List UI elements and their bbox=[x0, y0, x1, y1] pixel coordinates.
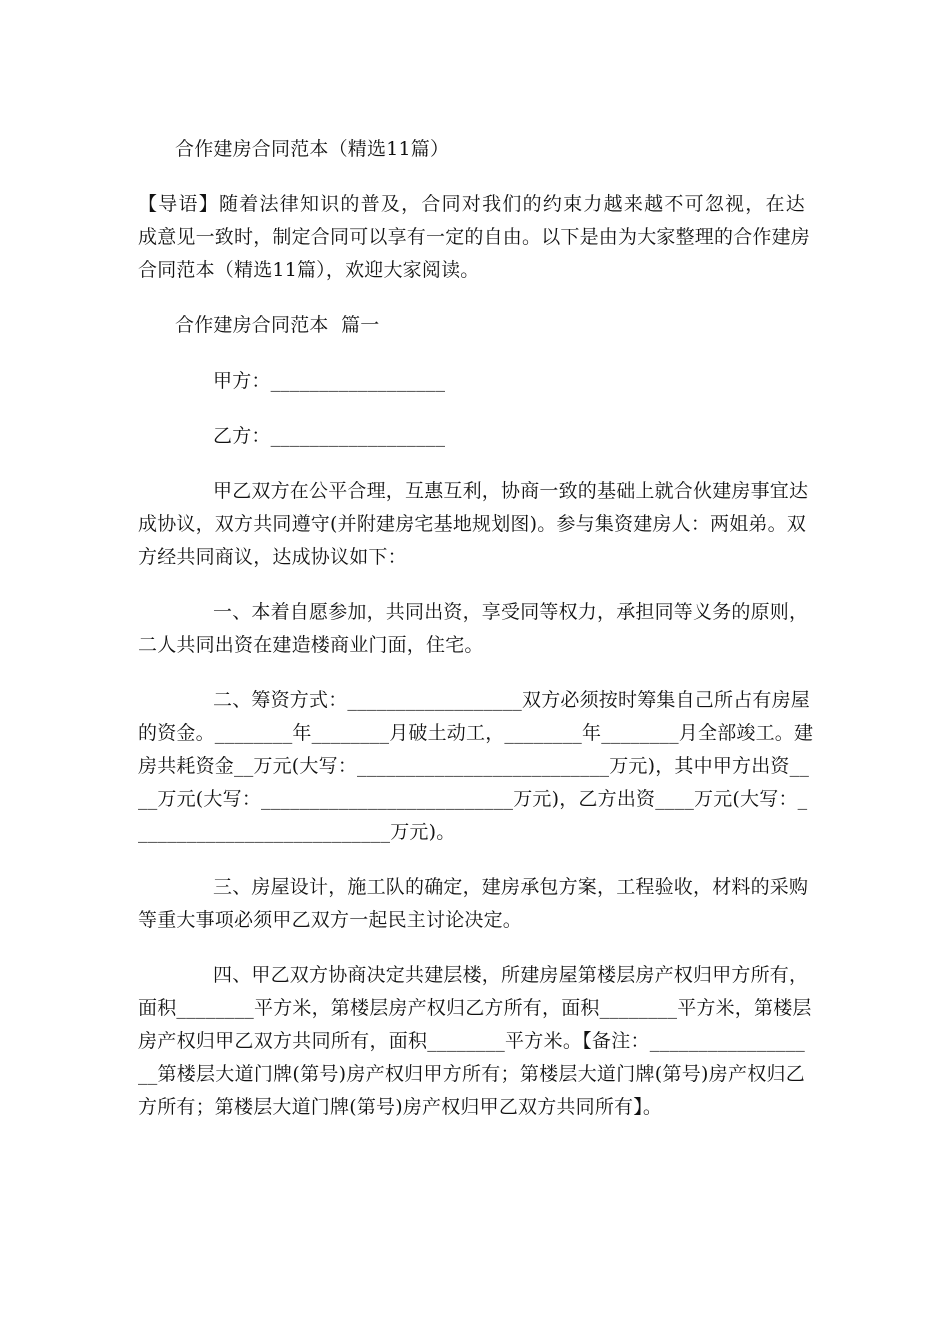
clause-line: __第楼层大道门牌(第号)房产权归甲方所有；第楼层大道门牌(第号)房产权归乙 bbox=[138, 1063, 805, 1085]
preamble-line: 方经共同商议，达成协议如下： bbox=[138, 546, 407, 568]
clause-line: __万元(大写：__________________________万元)，乙方出资____万元(大写：_ bbox=[138, 788, 808, 810]
clause-line: 房共耗资金__万元(大写：__________________________万元)，其中甲方出资__ bbox=[138, 755, 810, 777]
clause-line: 的资金。________年________月破土动工，________年________月全部竣工。建 bbox=[138, 722, 814, 744]
clause-line: 三、房屋设计，施工队的确定，建房承包方案，工程验收，材料的采购 bbox=[213, 876, 809, 898]
clause-line: 等重大事项必须甲乙双方一起民主讨论决定。 bbox=[138, 909, 523, 931]
document-title: 合作建房合同范本（精选11篇） bbox=[175, 138, 450, 160]
clause-line: 二、筹资方式：__________________双方必须按时筹集自己所占有房屋 bbox=[213, 689, 811, 711]
section-heading: 合作建房合同范本 篇一 bbox=[175, 314, 380, 336]
clause-line: 二人共同出资在建造楼商业门面，住宅。 bbox=[138, 634, 484, 656]
clause-line: __________________________万元)。 bbox=[138, 821, 456, 843]
clause-line: 面积________平方米，第楼层房产权归乙方所有，面积________平方米，第楼层 bbox=[138, 997, 812, 1019]
clause-line: 方所有；第楼层大道门牌(第号)房产权归甲乙双方共同所有】。 bbox=[138, 1096, 663, 1118]
clause-line: 一、本着自愿参加，共同出资，享受同等权力，承担同等义务的原则， bbox=[213, 601, 809, 623]
intro-line: 【导语】随着法律知识的普及，合同对我们的约束力越来越不可忽视，在达 bbox=[138, 193, 805, 215]
preamble-line: 成协议，双方共同遵守(并附建房宅基地规划图)。参与集资建房人：两姐弟。双 bbox=[138, 513, 807, 535]
clause-line: 房产权归甲乙双方共同所有，面积________平方米。【备注：________________ bbox=[138, 1030, 805, 1052]
clause-line: 四、甲乙双方协商决定共建层楼，所建房屋第楼层房产权归甲方所有， bbox=[213, 964, 809, 986]
party-a-field: 甲方：__________________ bbox=[213, 370, 446, 392]
preamble-line: 甲乙双方在公平合理，互惠互利，协商一致的基础上就合伙建房事宜达 bbox=[213, 480, 809, 502]
intro-line: 成意见一致时，制定合同可以享有一定的自由。以下是由为大家整理的合作建房 bbox=[138, 226, 811, 248]
party-b-field: 乙方：__________________ bbox=[213, 425, 446, 447]
intro-line: 合同范本（精选11篇），欢迎大家阅读。 bbox=[138, 259, 480, 281]
